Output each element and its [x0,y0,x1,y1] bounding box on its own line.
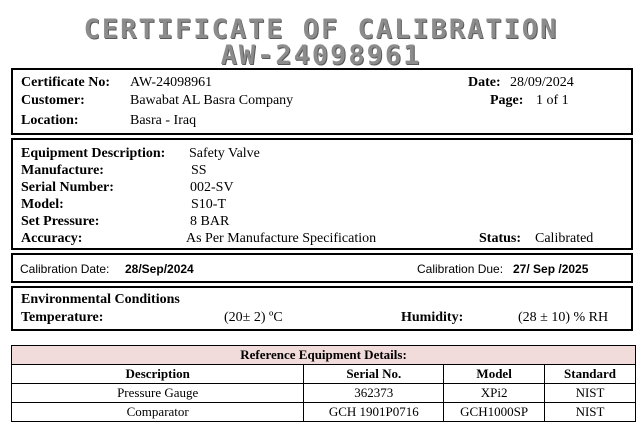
temperature-value: (20± 2) ºC [224,310,283,325]
customer-value: Bawabat AL Basra Company [130,93,294,108]
table-cell: 362373 [304,384,444,403]
reference-heading: Reference Equipment Details: [12,346,636,365]
temperature-label: Temperature: [21,310,104,325]
location-label: Location: [21,113,79,128]
table-cell: NIST [545,403,636,422]
calibration-date-value: 28/Sep/2024 [125,262,194,276]
page-label: Page: [490,93,524,108]
certificate-no-label: Certificate No: [21,75,111,90]
calibration-date-label: Calibration Date: [20,262,110,276]
equipment-description-label: Equipment Description: [21,146,166,161]
location-value: Basra - Iraq [130,113,197,128]
table-cell: GCH1000SP [444,403,545,422]
serial-number-label: Serial Number: [21,180,114,195]
model-value: S10-T [191,197,226,212]
header-section [11,68,633,135]
customer-label: Customer: [21,93,85,108]
table-row [12,384,636,403]
table-cell: Comparator [12,403,304,422]
humidity-value: (28 ± 10) % RH [518,310,609,325]
date-label: Date: [468,75,501,90]
accuracy-label: Accuracy: [21,231,83,246]
table-row [12,403,636,422]
certificate-no-value: AW-24098961 [130,75,213,90]
table-cell: XPi2 [444,384,545,403]
accuracy-value: As Per Manufacture Specification [186,231,377,246]
manufacture-value: SS [191,163,207,178]
date-value: 28/09/2024 [510,75,574,90]
status-label: Status: [479,231,522,246]
humidity-label: Humidity: [401,310,464,325]
table-cell: GCH 1901P0716 [304,403,444,422]
model-label: Model: [21,197,64,212]
serial-number-value: 002-SV [190,180,234,195]
certificate-title: CERTIFICATE OF CALIBRATION [83,14,559,45]
equipment-description-value: Safety Valve [189,146,260,161]
environment-heading: Environmental Conditions [21,292,180,307]
calibration-due-label: Calibration Due: [417,262,504,276]
table-cell: Pressure Gauge [12,384,304,403]
column-header-description: Description [12,365,304,384]
column-header-model: Model [444,365,545,384]
certificate-number-title: AW-24098961 [220,40,422,71]
page-value: 1 of 1 [536,93,569,108]
set-pressure-label: Set Pressure: [21,214,100,229]
table-header-row [12,365,636,384]
status-value: Calibrated [535,231,594,246]
environment-section [11,286,633,331]
equipment-section [11,138,633,250]
column-header-serial: Serial No. [304,365,444,384]
calibration-due-value: 27/ Sep /2025 [513,262,589,276]
calibration-dates-section [11,253,633,283]
table-cell: NIST [545,384,636,403]
column-header-standard: Standard [545,365,636,384]
set-pressure-value: 8 BAR [190,214,230,229]
reference-equipment-table [11,345,636,422]
manufacture-label: Manufacture: [21,163,104,178]
